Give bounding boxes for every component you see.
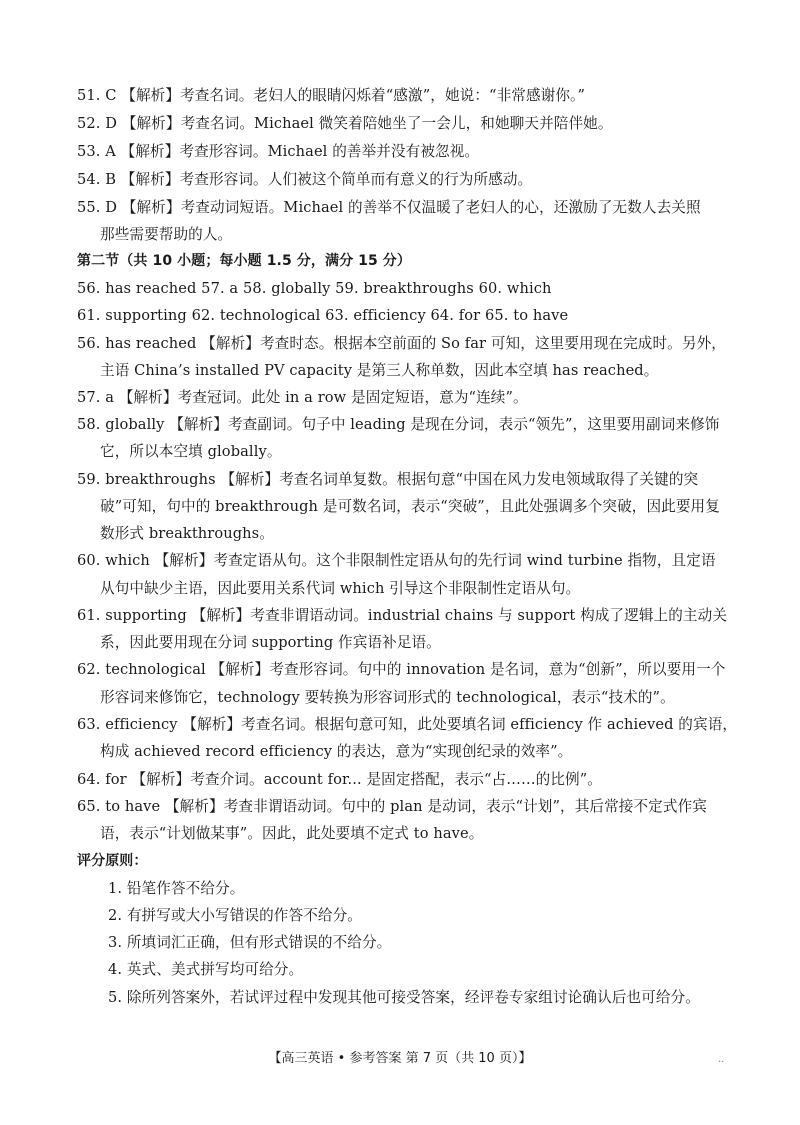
explanation-65-cont: 语，表示“计划做某事”。因此，此处要填不定式 to have。 — [100, 825, 484, 842]
explanation-59: 59. breakthroughs 【解析】考查名词单复数。根据句意“中国在风力发电领域取得了关键的突 — [77, 471, 699, 488]
explanation-57: 57. a 【解析】考查冠词。此处 in a row 是固定短语，意为“连续”。 — [77, 389, 528, 406]
answer-53: 53. A 【解析】考查形容词。Michael 的善举并没有被忽视。 — [77, 143, 480, 160]
scoring-title: 评分原则： — [77, 853, 148, 869]
scoring-rule-4: 4. 英式、美式拼写均可给分。 — [108, 961, 304, 978]
explanation-56-cont: 主语 China’s installed PV capacity 是第三人称单数，因此本空填 has reached。 — [100, 362, 659, 379]
explanation-63: 63. efficiency 【解析】考查名词。根据句意可知，此处要填名词 efficiency 作 achieved 的宾语， — [77, 716, 738, 733]
scoring-rule-5: 5. 除所列答案外，若试评过程中发现其他可接受答案，经评卷专家组讨论确认后也可给分。 — [108, 989, 700, 1006]
answer-row-2: 61. supporting 62. technological 63. efficiency 64. for 65. to have — [77, 307, 569, 324]
explanation-60: 60. which 【解析】考查定语从句。这个非限制性定语从句的先行词 wind turbine 指物，且定语 — [77, 552, 716, 569]
section2-title: 第二节（共 10 小题；每小题 1.5 分，满分 15 分） — [77, 253, 412, 269]
scoring-rule-1: 1. 铅笔作答不给分。 — [108, 880, 245, 897]
answer-54: 54. B 【解析】考查形容词。人们被这个简单而有意义的行为所感动。 — [77, 171, 533, 188]
explanation-58-cont: 它，所以本空填 globally。 — [100, 443, 282, 460]
footer-mark: .. — [718, 1054, 725, 1065]
explanation-60-cont: 从句中缺少主语，因此要用关系代词 which 引导这个非限制性定语从句。 — [100, 580, 581, 597]
explanation-61-cont: 系，因此要用现在分词 supporting 作宾语补足语。 — [100, 634, 441, 651]
explanation-58: 58. globally 【解析】考查副词。句子中 leading 是现在分词，表示“领先”，这里要用副词来修饰 — [77, 416, 720, 433]
explanation-65: 65. to have 【解析】考查非谓语动词。句中的 plan 是动词，表示“计划”，其后常接不定式作宾 — [77, 798, 707, 815]
explanation-63-cont: 构成 achieved record efficiency 的表达，意为“实现创纪录的效率”。 — [100, 743, 573, 760]
scoring-rule-2: 2. 有拼写或大小写错误的作答不给分。 — [108, 907, 362, 924]
explanation-59-cont2: 数形式 breakthroughs。 — [100, 525, 274, 542]
answer-row-1: 56. has reached 57. a 58. globally 59. breakthroughs 60. which — [77, 280, 552, 297]
explanation-62: 62. technological 【解析】考查形容词。句中的 innovation 是名词，意为“创新”，所以要用一个 — [77, 661, 726, 678]
scoring-rule-3: 3. 所填词汇正确，但有形式错误的不给分。 — [108, 934, 392, 951]
answer-55-cont: 那些需要帮助的人。 — [100, 226, 233, 243]
explanation-56: 56. has reached 【解析】考查时态。根据本空前面的 So far 可知，这里要用现在完成时。另外， — [77, 335, 726, 352]
explanation-62-cont: 形容词来修饰它，technology 要转换为形容词形式的 technological，表示“技术的”。 — [100, 689, 675, 706]
explanation-59-cont1: 破”可知，句中的 breakthrough 是可数名词，表示“突破”，且此处强调多个突破，因此要用复 — [100, 498, 720, 515]
answer-51: 51. C 【解析】考查名词。老妇人的眼睛闪烁着“感激”，她说：“非常感谢你。” — [77, 87, 586, 104]
explanation-61: 61. supporting 【解析】考查非谓语动词。industrial chains 与 support 构成了逻辑上的主动关 — [77, 607, 728, 624]
explanation-64: 64. for 【解析】考查介词。account for... 是固定搭配，表示“占……的比例”。 — [77, 771, 602, 788]
answer-55: 55. D 【解析】考查动词短语。Michael 的善举不仅温暖了老妇人的心，还激励了无数人去关照 — [77, 199, 701, 216]
answer-52: 52. D 【解析】考查名词。Michael 微笑着陪她坐了一会儿，和她聊天并陪伴她。 — [77, 115, 613, 132]
page-footer: 【高三英语 • 参考答案 第 7 页（共 10 页）】 — [268, 1051, 532, 1066]
